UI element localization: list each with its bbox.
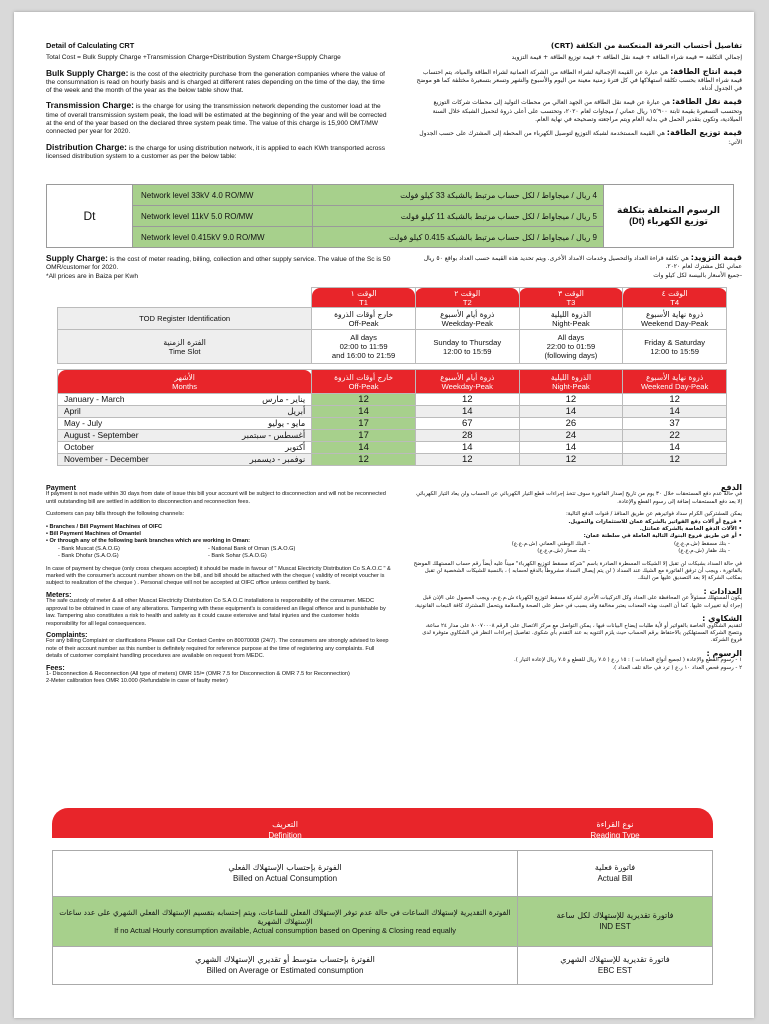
price-cell: 14 — [312, 442, 416, 454]
price-cell: 37 — [623, 418, 727, 430]
price-cell: 67 — [415, 418, 519, 430]
meters-text: The safe custody of meter & all other Muscat Electricity Distribution Co S.A.O.C installations is responsibility of the consumer. MEDC approval to be obtained in case of any alterations. Tampering with these equipment's is considered an illegal offence and is punishable by law. Tampering also constitutes a risk to health and safety as it could cause extensive and fatal injuries and the customer holds responsibility for all legal consequences. — [46, 598, 386, 627]
complaints-text: For any billing Complaint or clarifications Please call Our Contact Centre on 80070008 (24/7). The consumers are strongly advised to keep note of their account number as this number is definitely required for reference purpose at the time of registering any complaints. Full details of customer complaint handling procedures are available on request from MEDC. — [46, 638, 389, 660]
time-slot-t2: Sunday to Thursday 12:00 to 15:59 — [415, 330, 519, 364]
bank-list-arabic — [412, 541, 742, 556]
price-cell: 12 — [623, 394, 727, 406]
price-cell: 12 — [312, 394, 416, 406]
payment-section-arabic — [412, 484, 742, 672]
bulk-supply-paragraph-arabic — [412, 68, 742, 94]
cheque-text: In case of payment by cheque (only cross cheques accepted) it should be made in favour of " Muscat Electricity Distribution Co S.A.O.C " & marked with the consumer's account number shown on the bill, and bill should be attached with the cheque ( validity of receipt voucher is subject to realization of the cheque ) . Personal cheque will not be accepted at OIFC office unless certified by bank. — [46, 565, 391, 587]
crt-section-arabic — [412, 42, 742, 147]
fee-item: 1- Disconnection & Reconnection (All type of meters) OMR 15/= (OMR 7.5 for Disconnection & OMR 7.5 for Reconnection) — [46, 670, 350, 677]
price-cell: 14 — [312, 406, 416, 418]
payment-section — [46, 484, 391, 686]
price-cell: 12 — [519, 454, 623, 466]
channel-banks-arabic: • أو عن طريق فروع البنوك التالية العاملة في سلطنة عمان: — [583, 533, 742, 540]
payment-title-arabic: الدفع — [720, 483, 742, 492]
price-header-t3: الذروة الليلية Night-Peak — [519, 370, 623, 394]
price-row: April أبريل 14 14 14 14 — [58, 406, 727, 418]
price-row: November - December نوفمبر - ديسمبر 12 12 12 12 — [58, 454, 727, 466]
time-slot-t4: Friday & Saturday 12:00 to 15:59 — [623, 330, 727, 364]
price-cell: 12 — [312, 454, 416, 466]
period-name-t2: ذروة أيام الأسبوع Weekday-Peak — [415, 308, 519, 330]
period-header-t3: الوقت ٣ T3 — [519, 288, 623, 308]
bank-item: - بنك ظفار (ش.م.ع.ع) — [678, 548, 730, 555]
price-header-t2: ذروة أيام الأسبوع Weekday-Peak — [415, 370, 519, 394]
reading-row: الفوترة بإحتساب الإستهلاك الفعلي Billed on Actual Consumption فاتورة فعلية Actual Bill — [53, 850, 713, 896]
bank-item: - National Bank of Oman (S.A.O.G) — [208, 545, 296, 552]
bank-item: - Bank Sohar (S.A.O.G) — [208, 553, 267, 560]
meters-title-arabic: العدادات : — [703, 586, 742, 596]
distribution-paragraph — [46, 143, 391, 162]
fees-title: Fees: — [46, 662, 65, 672]
crt-total-arabic: إجمالي التكلفة = قيمة شراء الطاقة + قيمة نقل الطاقة + قيمة توزيع الطاقة + قيمة التزويد — [511, 54, 742, 62]
time-slot-t1: All days 02:00 to 11:59 and 16:00 to 21:59 — [312, 330, 416, 364]
channels-intro-arabic: يمكن للمشتركين الكرام سداد فواتيرهم عن طريق المنافذ / قنوات الدفع التالية: — [565, 511, 742, 518]
months-header: الأشهر Months — [58, 370, 312, 394]
tod-table — [57, 287, 727, 466]
price-cell: 12 — [415, 394, 519, 406]
bank-item: - Bank Muscat (S.A.O.G) — [58, 545, 120, 552]
price-cell: 14 — [519, 406, 623, 418]
meters-text-arabic: يكون المستهلك مسئولاً عن المحافظة على العداد وكل التركيبات الأخرى لشركة مسقط لتوزيع الكهرباء ش.م.ع.م، ويجب الحصول على الإذن قبل إجراء أية تغييرات عليها. كما أن العبث بهذه المعدات يعتبر مخالفة وقد يسبب في خطر على الصحة والسلامة ويتحمل المشترك كافة التبعات القانونية. — [414, 595, 742, 609]
meters-title: Meters: — [46, 589, 72, 599]
tod-register-label: TOD Register Identification — [58, 308, 312, 330]
payment-title: Payment — [46, 483, 76, 492]
transmission-paragraph-arabic — [412, 98, 742, 124]
network-row-en: Network level 11kV 5.0 RO/MW — [133, 206, 313, 227]
supply-paragraph — [46, 254, 391, 273]
distribution-text-arabic: هي القيمة المستخدمة لشبكة التوزيع لتوصيل الكهرباء من المحطة إلى المشترك على حسب الجدول الآتي: — [419, 130, 742, 146]
network-row-en: Network level 33kV 4.0 RO/MW — [133, 185, 313, 206]
period-header-t1: الوقت ١ T1 — [312, 288, 416, 308]
transmission-label: Transmission Charge: — [46, 100, 134, 111]
supply-text-arabic: هي تكلفة قراءة العداد والتحصيل وخدمات الامداد الأخرى. ويتم تحديد هذه القيمة حسب العداد بواقع ٥٠ ريال عماني لكل مشترك لعام ٢٠٢٠. — [423, 255, 742, 271]
dt-label-arabic: الرسوم المتعلقة بتكلفة توزيع الكهرباء (Dt) — [604, 185, 734, 248]
transmission-text: is the charge for using the transmission network depending the customer load at the time of overall transmission system peak, the load will be estimated at the beginning of the year and will be corrected at the end of the year based on the declared three system peak time. The value of this charge is 15,900 OMT/MW connected per year for 2020. — [46, 103, 387, 136]
price-cell: 26 — [519, 418, 623, 430]
distribution-paragraph-arabic — [412, 129, 742, 147]
bulk-supply-text-arabic: هي عبارة عن القيمة الإجمالية لشراء الطاقة من الشركة العمانية لشراء الطاقة والمياه، يتم احتساب قيمة شراء الطاقة بحسب تكلفة استهلاكها في كل فترة زمنية معينة من اليوم والأسبوع والشهر وتسعر بتسعيرة مختلفة كما هو موضح في الجدول أدناه. — [416, 68, 742, 93]
price-row: May - July مايو - يوليو 17 67 26 37 — [58, 418, 727, 430]
payment-text-arabic: في حالة عدم دفع المستحقات خلال ٣٠ يوم من تاريخ إصدار الفاتورة سوف تتخذ إجراءات قطع التيار الكهربائي عن الحساب ولن يعاد التيار الكهربائي إلا بعد دفع المستحقات إضافة إلى رسوم القطع والإعادة. — [416, 491, 742, 505]
bulk-supply-paragraph — [46, 69, 391, 96]
network-row-ar: 5 ريال / ميجاواط / لكل حساب مرتبط بالشبكة 11 كيلو فولت — [312, 206, 603, 227]
bank-item: - Bank Dhofar (S.A.O.G) — [58, 553, 119, 560]
crt-title-arabic: تفاصيل أحتساب التعرفة المنعكسة من التكلفة (CRT) — [550, 41, 742, 50]
bulk-supply-text: is the cost of the electricity purchase from the generation companies where the value of the consumnation is read on hourly basis and is charged at different rates depending on the time of the day, the time of the week and the month of the year as the below table show that. — [46, 70, 385, 95]
price-cell: 12 — [415, 454, 519, 466]
price-cell: 22 — [623, 430, 727, 442]
bank-list — [46, 546, 391, 561]
supply-label: Supply Charge: — [46, 253, 108, 263]
document-page — [14, 12, 754, 1018]
price-cell: 28 — [415, 430, 519, 442]
period-header-t2: الوقت ٢ T2 — [415, 288, 519, 308]
crt-title: Detail of Calculating CRT — [46, 41, 135, 50]
price-header-t4: ذروة نهاية الأسبوع Weekend Day-Peak — [623, 370, 727, 394]
complaints-title: Complaints: — [46, 629, 88, 639]
transmission-text-arabic: هي عبارة عن قيمة نقل الطاقة من الجهد العالي من محطات التوليد إلى محطات شركات التوزيع وتحتسب التسعيرة بقيمة ثابتة ١٥٬٩٠٠ ريال عماني / ميجاوات لعام ٢٠٢٠، وتحتسب على أعلى ذروة لتحميل الشبكة خلال السنة الميلادية، وتكون بتقدير الحمل في بداية العام ويتم مراجعته وتصحيحه في نهاية العام. — [432, 99, 742, 124]
bank-item: - بنك صحار (ش.م.ع.ع) — [537, 548, 590, 555]
fees-title-arabic: الرسوم : — [706, 648, 742, 658]
fee-item-arabic: ١ - رسوم القطع والإعادة ( لجميع أنواع العدادات ) : ١٥ ر.ع ( ٧.٥ ريال للقطع و ٧.٥ ريال لإعادة التيار ). — [514, 657, 742, 664]
price-cell: 12 — [519, 394, 623, 406]
network-row-ar: 4 ريال / ميجاواط / لكل حساب مرتبط بالشبكة 33 كيلو فولت — [312, 185, 603, 206]
transmission-label-arabic: قيمة نقل الطاقة: — [671, 97, 742, 107]
price-header-t1: خارج أوقات الذروة Off-Peak — [312, 370, 416, 394]
period-name-t3: الذروة الليلية Night-Peak — [519, 308, 623, 330]
bank-item: - البنك الوطني العماني (ش.م.ع.ع) — [511, 540, 590, 547]
definition-header: التعريف Definition — [268, 819, 302, 840]
reading-row: الفوترة التقديرية لإستهلاك الساعات في حالة عدم توفر الإستهلاك الفعلي للساعات، ويتم إحتسابه بتقسيم الإستهلاك الفعلي الشهري على عدد ساعات الإستهلاك الشهرية If no Actual Hourly consumption available, Actual consumption based on Opening & Closing read equally فاتورة تقديرية للإستهلاك لكل ساعة IND EST — [53, 896, 713, 946]
price-cell: 14 — [623, 406, 727, 418]
network-level-table — [46, 184, 734, 248]
channel-banks: • Or through any of the following bank branches which are working in Oman: — [46, 538, 250, 545]
period-header-t4: الوقت ٤ T4 — [623, 288, 727, 308]
period-name-t4: ذروة نهاية الأسبوع Weekend Day-Peak — [623, 308, 727, 330]
fee-item: 2-Meter calibration fees OMR 10.000 (Refundable in case of faulty meter) — [46, 678, 228, 685]
crt-total: Total Cost = Bulk Supply Charge +Transmission Charge+Distribution System Charge+Supply Charge — [46, 54, 341, 62]
crt-section — [46, 42, 391, 161]
network-row-en: Network level 0.415kV 9.0 RO/MW — [133, 227, 313, 248]
price-cell: 14 — [623, 442, 727, 454]
distribution-label-arabic: قيمة توزيع الطاقة: — [666, 128, 742, 138]
fee-item-arabic: ٢ - رسوم فحص العداد ١٠ ر.ع ( ترد في حالة تلف العداد ). — [612, 664, 742, 671]
price-row: August - September أغسطس - سبتمبر 17 28 24 22 — [58, 430, 727, 442]
time-slot-label: الفترة الزمنية Time Slot — [58, 330, 312, 364]
distribution-label: Distribution Charge: — [46, 141, 127, 152]
supply-section-arabic — [412, 254, 742, 280]
dt-label: Dt — [47, 185, 133, 248]
price-note-arabic: -جميع الأسعار بالبيسة لكل كيلو وات — [653, 271, 742, 279]
supply-section — [46, 254, 391, 281]
reading-type-table — [52, 810, 713, 985]
transmission-paragraph — [46, 101, 391, 136]
bulk-supply-label-arabic: قيمة انتاج الطاقة: — [670, 66, 742, 76]
price-row: October أكتوبر 14 14 14 14 — [58, 442, 727, 454]
supply-text: is the cost of meter reading, billing, collection and other supply service. The value of the Sc is 50 OMR/customer for 2020. — [46, 256, 391, 272]
channel-oifc-arabic: • فروع أو آلات دفع الفواتير بالشركة عمان للاستثمارات والتمويل. — [568, 518, 742, 525]
price-cell: 14 — [519, 442, 623, 454]
bank-item: - بنك مسقط (ش.م.ع.ع) — [674, 540, 730, 547]
supply-paragraph-arabic — [412, 254, 742, 272]
price-cell: 17 — [312, 430, 416, 442]
distribution-text: is the charge for using distribution network, it is applied to each KWh transported across licensed distribution system to a customer as per the below table: — [46, 144, 385, 160]
price-table-body — [58, 394, 727, 466]
bulk-supply-label: Bulk Supply Charge: — [46, 67, 129, 78]
price-cell: 12 — [623, 454, 727, 466]
price-cell: 17 — [312, 418, 416, 430]
channel-omantel-arabic: • الآلات الدفع الخاصة بالشركة عمانتل. — [639, 526, 742, 533]
price-note: *All prices are in Baiza per Kwh — [46, 272, 138, 280]
period-name-t1: خارج أوقات الذروة Off-Peak — [312, 308, 416, 330]
reading-type-header: نوع القراءة Reading Type — [590, 819, 640, 840]
price-cell: 14 — [415, 442, 519, 454]
supply-label-arabic: قيمة التزويد: — [690, 253, 742, 262]
channel-oifc: • Branches / Bill Payment Machines of OIFC — [46, 523, 163, 530]
channel-omantel: • Bill Payment Machines of Omantel — [46, 531, 141, 538]
network-row-ar: 9 ريال / ميجاواط / لكل حساب مرتبط بالشبكة 0.415 كيلو فولت — [312, 227, 603, 248]
reading-row: الفوترة بإحتساب متوسط أو تقديري الإستهلاك الشهري Billed on Average or Estimated consumption فاتورة تقديرية للإستهلاك الشهري EBC EST — [53, 946, 713, 984]
cheque-text-arabic: في حالة السداد بشيكات لن تقبل إلا الشيكات المسطرة الصادرة باسم "شركة مسقط لتوزيع الكهرباء" مبيناً عليه أيضاً رقم حساب المستهلك الموضح بالفاتورة ، ويجب أن ترفق الفاتورة مع الشيك عند السداد ( لن يتم إيصال السداد مشروطاً بالدفع لحسابه ) ، بالنسبة للشيكات الشخصية لن تقبل بمكاتب الشركة إلا بعد التصديق عليها من البنك. — [413, 560, 742, 582]
price-row: January - March يناير - مارس 12 12 12 12 — [58, 394, 727, 406]
time-slot-t3: All days 22:00 to 01:59 (following days) — [519, 330, 623, 364]
price-cell: 14 — [415, 406, 519, 418]
payment-text: If payment is not made within 30 days from date of issue this bill your account will be subject to disconnection and will not be reconnected until outstanding bill are settled in addition to disconnection and reconnection fees. — [46, 491, 386, 505]
complaints-title-arabic: الشكاوي : — [702, 614, 742, 624]
complaints-text-arabic: لتقديم الشكاوي الخاصة بالفواتير أو لأية طلبات إيضاح البيانات فيها ، يمكن التواصل مع مركز الاتصال على الرقم ٨٠٠٧٠٠٠٨ على مدار ٢٤ ساعة، ونتصح الشركة المستهلكين بالاحتفاظ برقم الحساب حيث يلزم التنويه به عند التقدم بأي شكوى. تفاصيل إجراءات النظر في الشكاوي متوفرة لدى فروع الشركة. — [422, 622, 742, 644]
price-cell: 24 — [519, 430, 623, 442]
channels-intro: Customers can pay bills through the following channels: — [46, 511, 185, 518]
